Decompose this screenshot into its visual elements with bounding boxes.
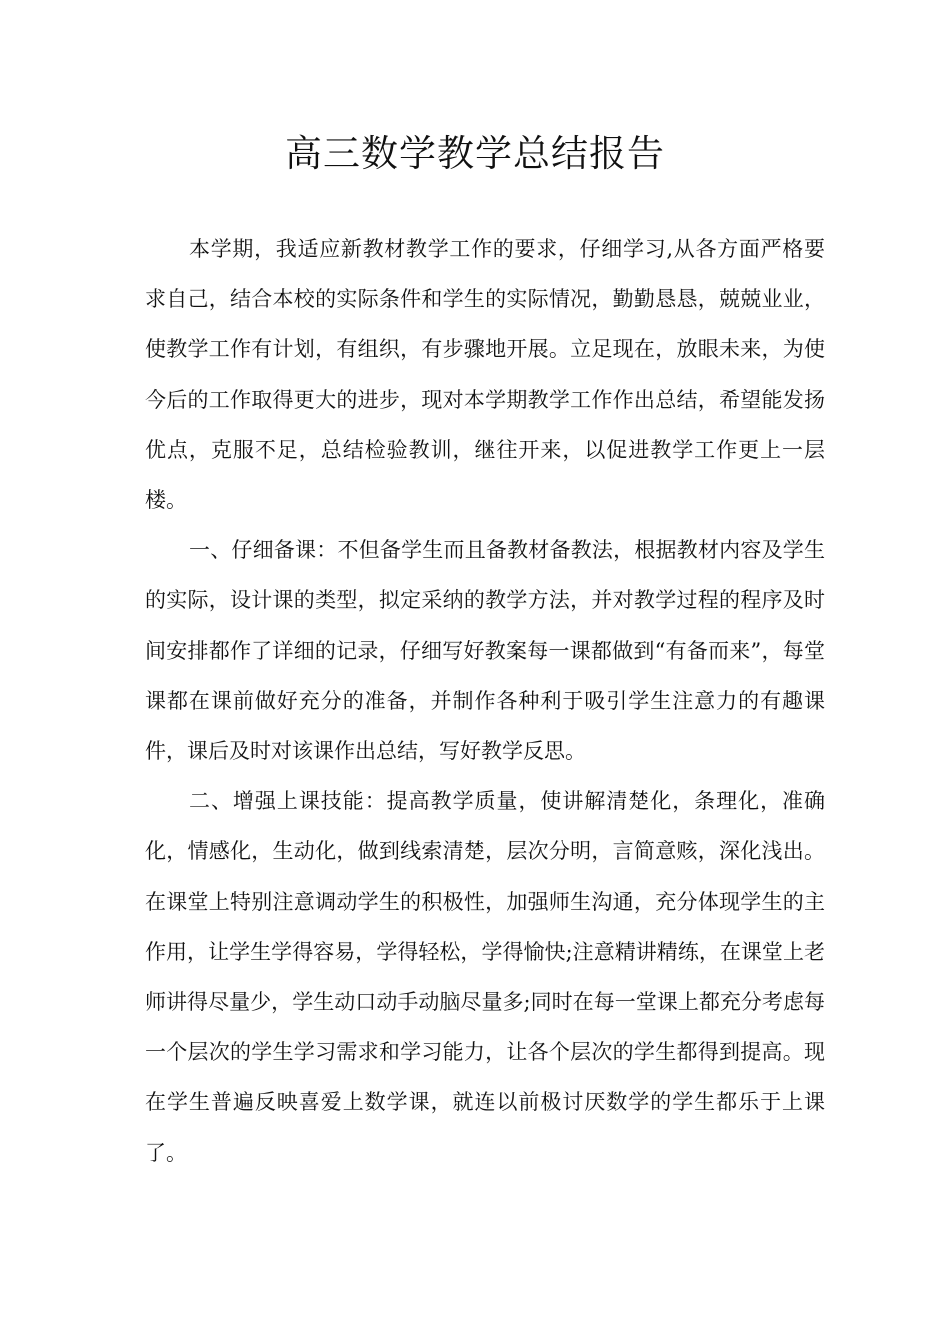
paragraph-intro: 本学期，我适应新教材教学工作的要求，仔细学习,从各方面严格要求自己，结合本校的实际条件和学生的实际情况，勤勤恳恳，兢兢业业，使教学工作有计划，有组织，有步骤地开展。立足现在，放眼未来，为使今后的工作取得更大的进步，现对本学期教学工作作出总结，希望能发扬优点，克服不足，总结检验教训，继往开来，以促进教学工作更上一层楼。 (145, 237, 825, 513)
paragraph-preparation: 一、仔细备课：不但备学生而且备教材备教法，根据教材内容及学生的实际，设计课的类型，拟定采纳的教学方法，并对教学过程的程序及时间安排都作了详细的记录，仔细写好教案每一课都做到“有备而来”，每堂课都在课前做好充分的准备，并制作各种利于吸引学生注意力的有趣课件，课后及时对该课作出总结，写好教学反思。 (145, 538, 825, 764)
document-title: 高三数学教学总结报告 (285, 132, 665, 175)
document-body (145, 224, 825, 1178)
paragraph-teaching-skills: 二、增强上课技能：提高教学质量，使讲解清楚化，条理化，准确化，情感化，生动化，做到线索清楚，层次分明，言简意赅，深化浅出。在课堂上特别注意调动学生的积极性，加强师生沟通，充分体现学生的主作用，让学生学得容易，学得轻松，学得愉快;注意精讲精练，在课堂上老师讲得尽量少，学生动口动手动脑尽量多;同时在每一堂课上都充分考虑每一个层次的学生学习需求和学习能力，让各个层次的学生都得到提高。现在学生普遍反映喜爱上数学课，就连以前极讨厌数学的学生都乐于上课了。 (145, 789, 825, 1165)
